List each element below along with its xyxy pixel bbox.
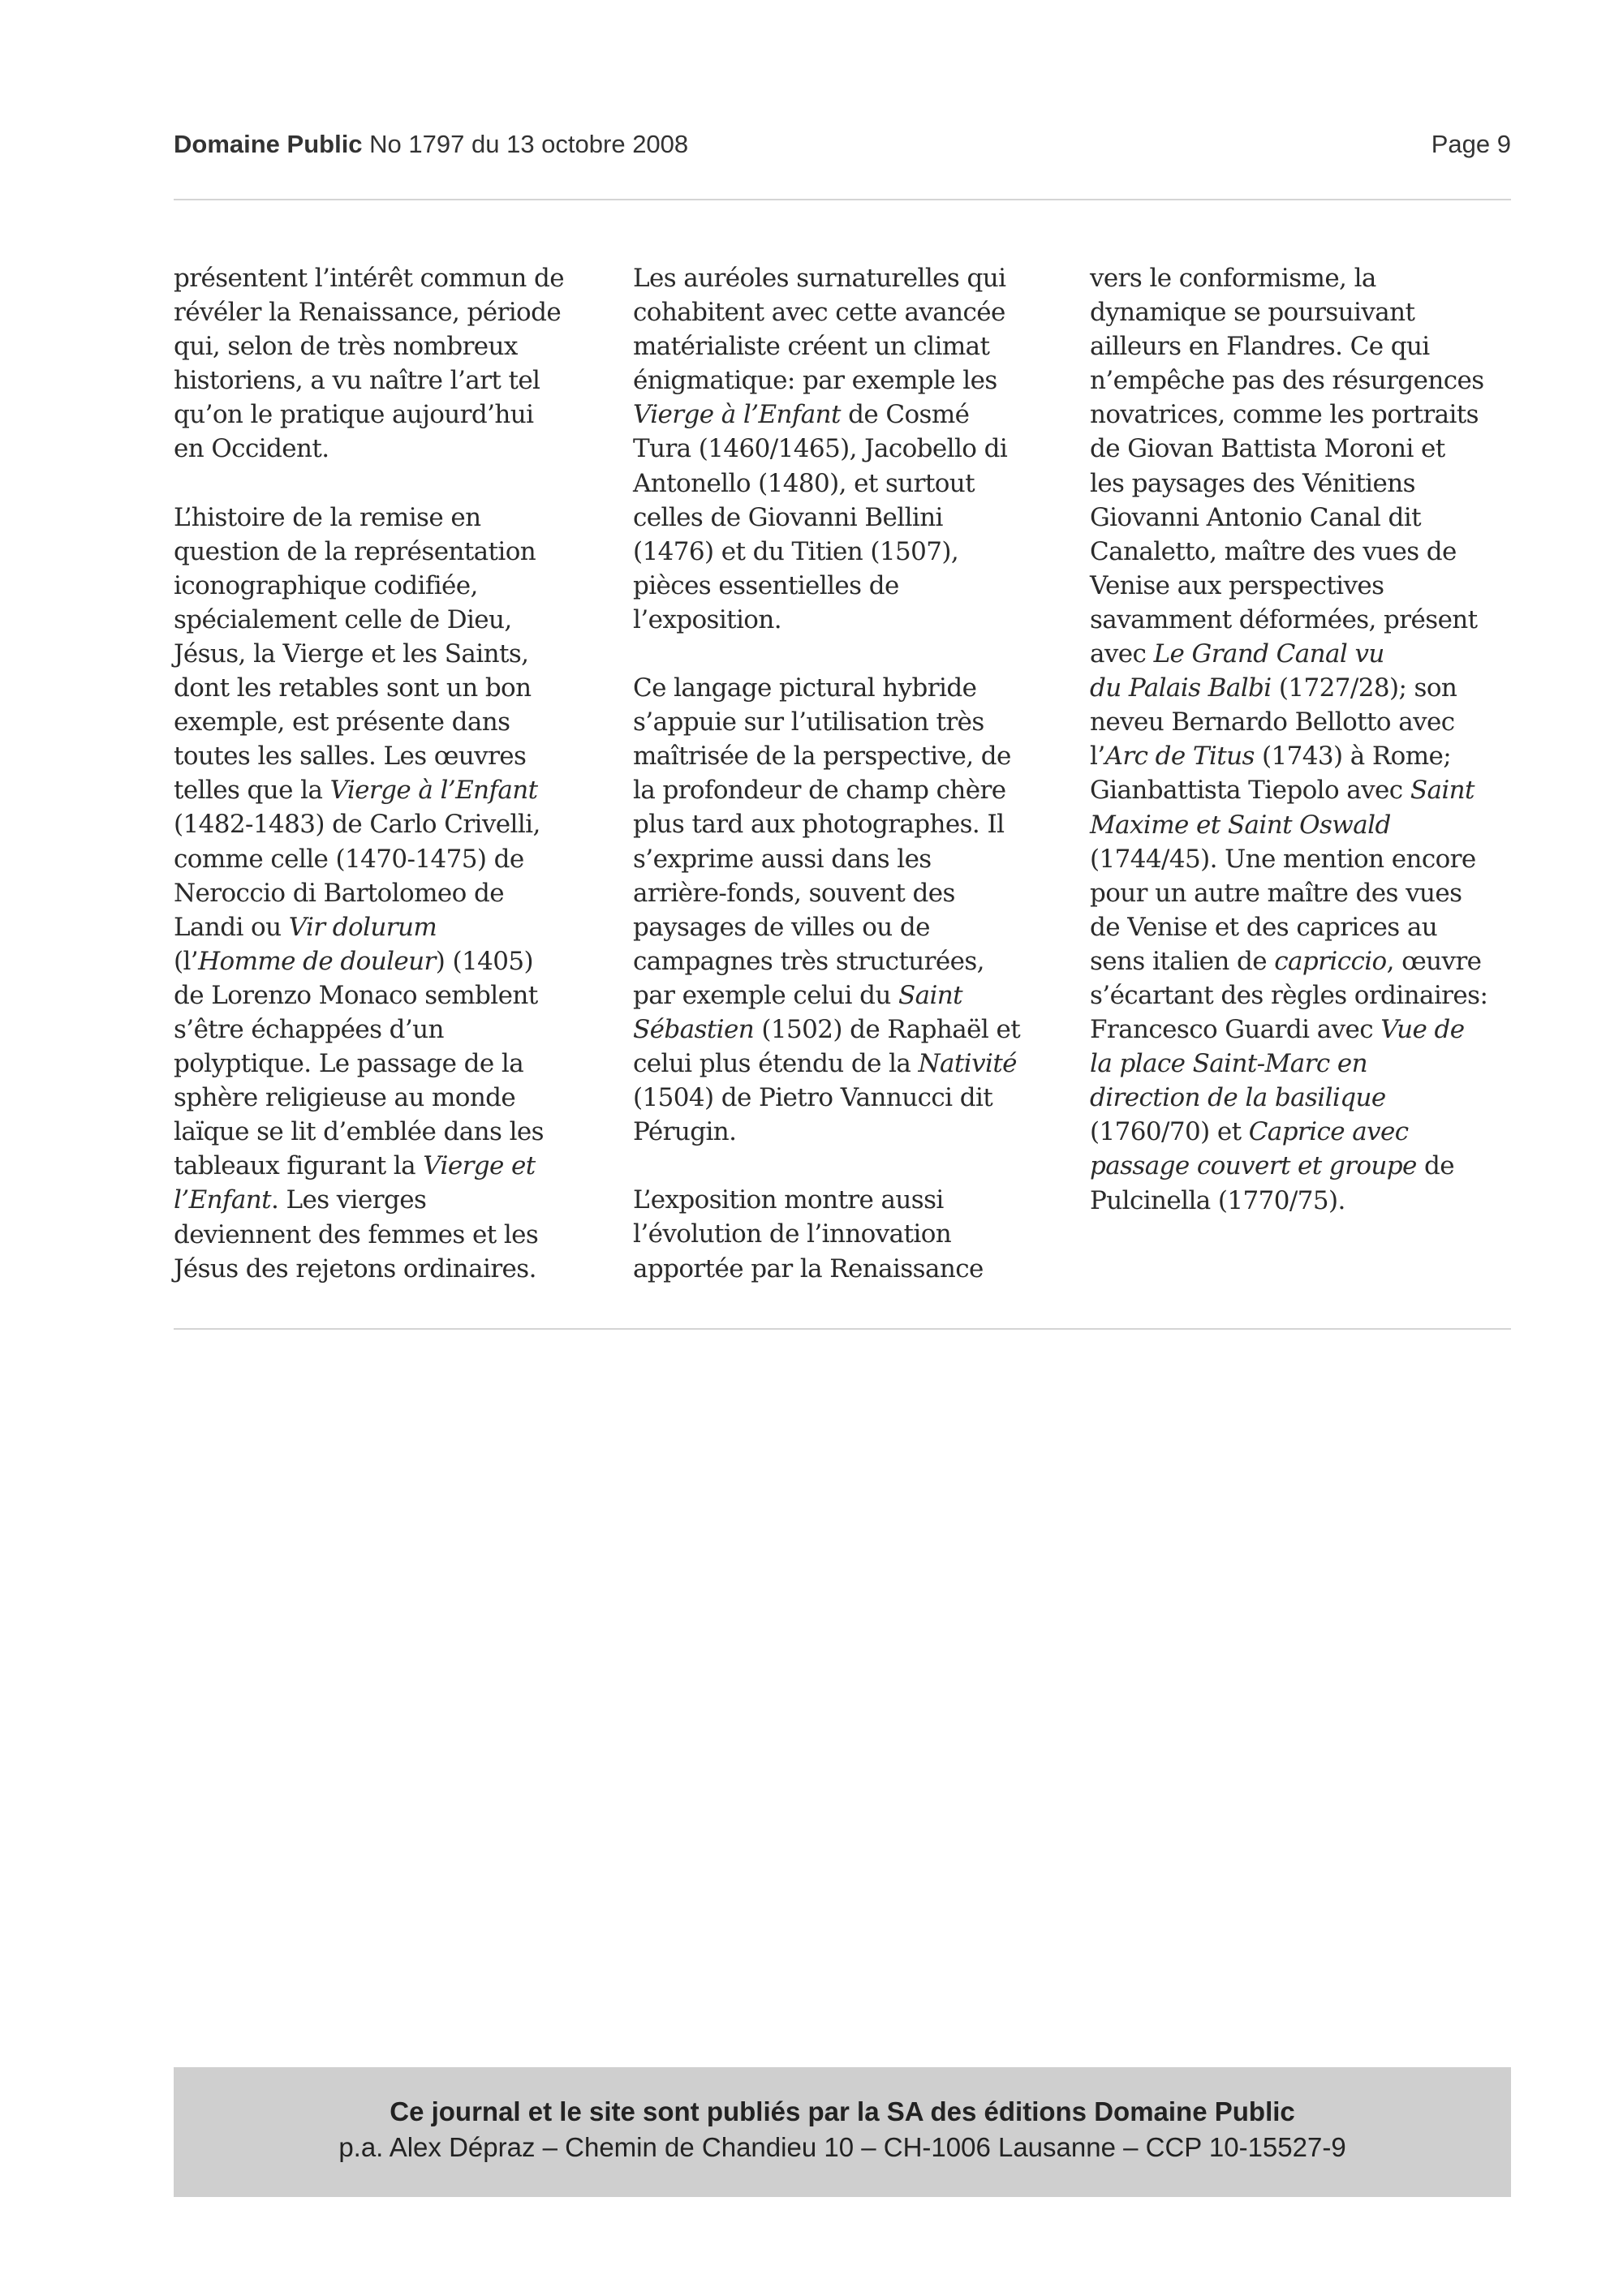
text-line: de Giovan Battista Moroni et <box>1090 434 1445 464</box>
text-line: tableaux figurant la Vierge et <box>174 1151 536 1181</box>
text-line: qu’on le pratique aujourd’hui <box>174 400 534 430</box>
text-line: Ce langage pictural hybride <box>633 673 977 703</box>
text-line: Maxime et Saint Oswald <box>1090 810 1391 840</box>
article-column-3 <box>1090 261 1528 1218</box>
text-line: sphère religieuse au monde <box>174 1083 516 1113</box>
text-line: révéler la Renaissance, période <box>174 298 562 328</box>
text-line: la place Saint-Marc en <box>1090 1049 1367 1079</box>
text-line: Pérugin. <box>633 1117 737 1147</box>
paragraph <box>633 671 1071 1149</box>
text-line: Les auréoles surnaturelles qui <box>633 264 1006 293</box>
text-line: Landi ou Vir dolurum <box>174 912 437 942</box>
text-line: (1504) de Pietro Vannucci dit <box>633 1083 993 1113</box>
text-line: deviennent des femmes et les <box>174 1219 539 1249</box>
paragraph <box>633 261 1071 637</box>
text-line: s’appuie sur l’utilisation très <box>633 707 984 737</box>
issue-info: No 1797 du 13 octobre 2008 <box>369 130 689 158</box>
text-line: énigmatique: par exemple les <box>633 366 997 396</box>
paragraph <box>174 261 612 467</box>
text-line: passage couvert et groupe de <box>1090 1151 1455 1181</box>
text-line: L’exposition montre aussi <box>633 1185 944 1215</box>
paragraph <box>174 501 612 1286</box>
text-line: la profondeur de champ chère <box>633 776 1006 806</box>
text-line: vers le conformisme, la <box>1090 264 1376 293</box>
header-divider <box>174 199 1511 200</box>
text-line: paysages de villes ou de <box>633 912 930 942</box>
text-line: comme celle (1470-1475) de <box>174 844 524 874</box>
text-line: de Lorenzo Monaco semblent <box>174 980 538 1010</box>
text-line: Gianbattista Tiepolo avec Saint <box>1090 776 1474 806</box>
text-line: toutes les salles. Les œuvres <box>174 742 527 772</box>
text-line: cohabitent avec cette avancée <box>633 298 1005 328</box>
article-column-1 <box>174 261 612 1286</box>
text-line: apportée par la Renaissance <box>633 1253 984 1283</box>
text-line: L’histoire de la remise en <box>174 502 481 532</box>
text-line: pour un autre maître des vues <box>1090 878 1462 908</box>
text-line: (1476) et du Titien (1507), <box>633 536 959 566</box>
article-column-2 <box>633 261 1071 1286</box>
text-line: en Occident. <box>174 434 329 464</box>
text-line: n’empêche pas des résurgences <box>1090 366 1484 396</box>
text-line: novatrices, comme les portraits <box>1090 400 1479 430</box>
text-line: (1482-1483) de Carlo Crivelli, <box>174 810 540 840</box>
text-line: avec Le Grand Canal vu <box>1090 639 1384 669</box>
text-line: Tura (1460/1465), Jacobello di <box>633 434 1008 464</box>
text-line: sens italien de capriccio, œuvre <box>1090 946 1482 976</box>
text-line: Neroccio di Bartolomeo de <box>174 878 504 908</box>
text-line: Francesco Guardi avec Vue de <box>1090 1015 1465 1045</box>
text-line: de Venise et des caprices au <box>1090 912 1438 942</box>
text-line: polyptique. Le passage de la <box>174 1049 524 1079</box>
text-line: (l’Homme de douleur) (1405) <box>174 946 533 976</box>
text-line: neveu Bernardo Bellotto avec <box>1090 707 1455 737</box>
text-line: historiens, a vu naître l’art tel <box>174 366 540 396</box>
text-line: Jésus, la Vierge et les Saints, <box>174 638 529 669</box>
text-line: (1744/45). Une mention encore <box>1090 844 1476 874</box>
text-line: Venise aux perspectives <box>1090 570 1384 600</box>
text-line: maîtrisée de la perspective, de <box>633 742 1011 772</box>
page-number: Page 9 <box>1431 130 1511 158</box>
text-line: campagnes très structurées, <box>633 946 984 976</box>
text-line: matérialiste créent un climat <box>633 332 990 362</box>
text-line: les paysages des Vénitiens <box>1090 468 1415 498</box>
text-line: l’Arc de Titus (1743) à Rome; <box>1090 742 1452 772</box>
text-line: Pulcinella (1770/75). <box>1090 1185 1345 1215</box>
article-end-divider <box>174 1328 1511 1330</box>
text-line: question de la représentation <box>174 536 536 566</box>
text-line: arrière-fonds, souvent des <box>633 878 955 908</box>
text-line: exemple, est présente dans <box>174 707 510 737</box>
text-line: présentent l’intérêt commun de <box>174 264 565 293</box>
text-line: direction de la basilique <box>1090 1083 1386 1113</box>
text-line: par exemple celui du Saint <box>633 980 963 1010</box>
text-line: l’Enfant. Les vierges <box>174 1185 427 1215</box>
text-line: Sébastien (1502) de Raphaël et <box>633 1014 1021 1044</box>
text-line: ailleurs en Flandres. Ce qui <box>1090 332 1430 362</box>
text-line: du Palais Balbi (1727/28); son <box>1090 673 1457 703</box>
text-line: telles que la Vierge à l’Enfant <box>174 776 538 806</box>
text-line: Canaletto, maître des vues de <box>1090 536 1457 566</box>
text-line: qui, selon de très nombreux <box>174 332 518 362</box>
text-line: iconographique codifiée, <box>174 570 478 600</box>
text-line: Jésus des rejetons ordinaires. <box>174 1253 536 1283</box>
text-line: s’écartant des règles ordinaires: <box>1090 980 1488 1010</box>
text-line: dont les retables sont un bon <box>174 673 532 703</box>
text-line: s’être échappées d’un <box>174 1014 444 1044</box>
publication-name: Domaine Public <box>174 130 363 158</box>
text-line: savamment déformées, présent <box>1090 604 1478 634</box>
text-line: pièces essentielles de <box>633 570 899 600</box>
page-header <box>174 130 1511 170</box>
publisher-statement: Ce journal et le site sont publiés par la SA des éditions Domaine Public <box>390 2096 1295 2126</box>
text-line: dynamique se poursuivant <box>1090 298 1415 328</box>
text-line: celles de Giovanni Bellini <box>633 502 943 532</box>
text-line: l’exposition. <box>633 604 781 634</box>
text-line: celui plus étendu de la Nativité <box>633 1049 1017 1079</box>
text-line: (1760/70) et Caprice avec <box>1090 1117 1409 1147</box>
text-line: l’évolution de l’innovation <box>633 1219 952 1249</box>
text-line: Vierge à l’Enfant de Cosmé <box>633 400 970 430</box>
paragraph <box>1090 261 1528 1218</box>
text-line: spécialement celle de Dieu, <box>174 604 512 634</box>
publisher-footer <box>174 2067 1511 2197</box>
text-line: plus tard aux photographes. Il <box>633 810 1005 840</box>
text-line: Giovanni Antonio Canal dit <box>1090 502 1421 532</box>
text-line: s’exprime aussi dans les <box>633 844 932 874</box>
paragraph <box>633 1183 1071 1285</box>
text-line: laïque se lit d’emblée dans les <box>174 1117 544 1147</box>
text-line: Antonello (1480), et surtout <box>633 468 975 498</box>
publisher-address: p.a. Alex Dépraz – Chemin de Chandieu 10 – CH-1006 Lausanne – CCP 10-15527-9 <box>338 2132 1346 2162</box>
